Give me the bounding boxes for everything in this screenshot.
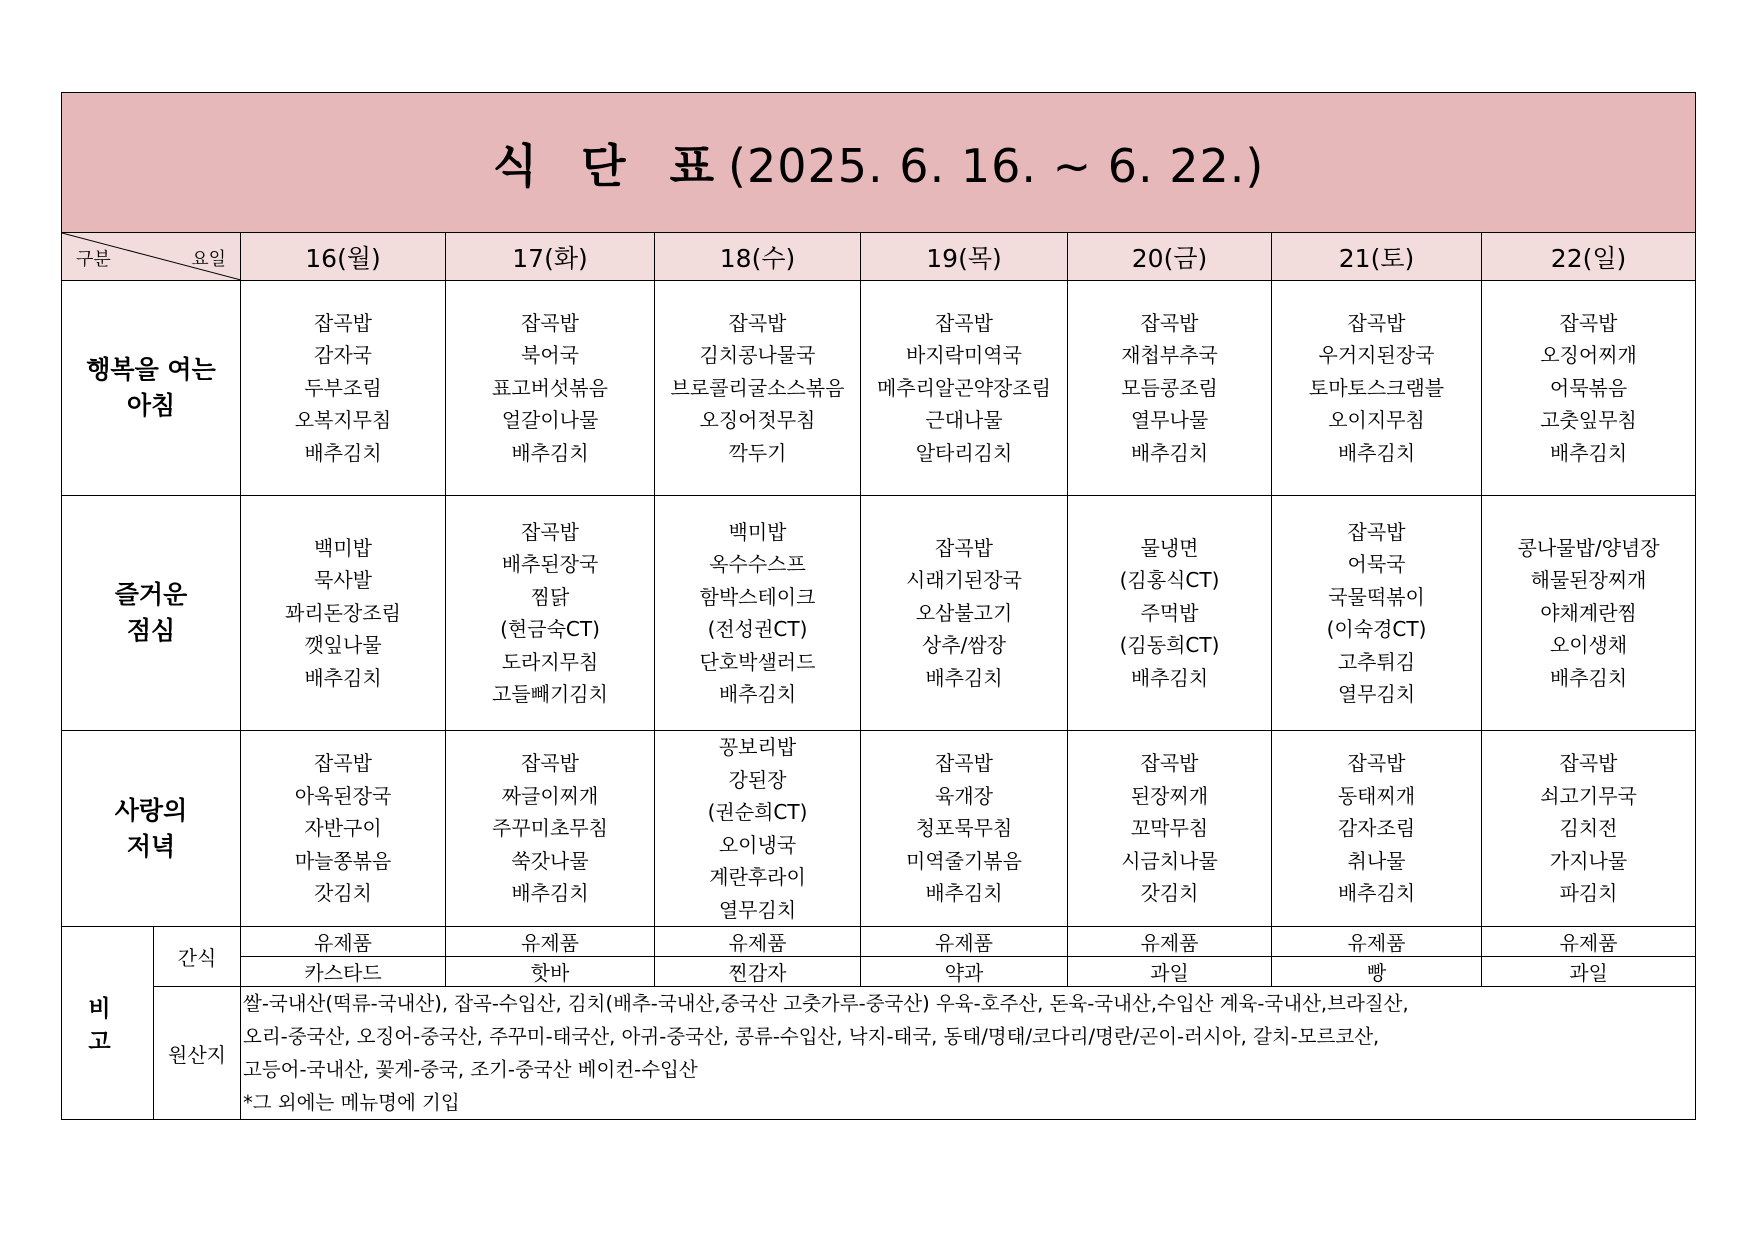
origin-row (62, 987, 1696, 1120)
menu-item: 오징어찌개 (1540, 343, 1637, 368)
menu-item: 아욱된장국 (294, 783, 392, 808)
menu-item: 근대나물 (925, 408, 1003, 433)
menu-item: 짜글이찌개 (501, 783, 599, 808)
menu-item: 잡곡밥 (521, 310, 579, 335)
menu-item: 잡곡밥 (1347, 310, 1406, 335)
dinner-row (62, 731, 1696, 927)
menu-item: 오이생채 (1549, 633, 1628, 658)
menu-item: 동태찌개 (1337, 783, 1416, 808)
menu-cell (861, 496, 1068, 731)
menu-item: 배추김치 (925, 665, 1003, 690)
menu-item: 백미밥 (728, 519, 787, 544)
snack-cell: 핫바 (446, 957, 655, 987)
meal-label (62, 281, 241, 496)
menu-item: 쑥갓나물 (511, 848, 589, 873)
menu-item: 고추튀김 (1337, 649, 1416, 674)
menu-item: (이숙경CT) (1326, 617, 1427, 641)
day-header: 22(일) (1482, 233, 1696, 281)
menu-item: 꼬막무침 (1130, 816, 1209, 841)
snack-label: 간식 (154, 927, 241, 987)
breakfast-row (62, 281, 1696, 496)
menu-cell (1272, 496, 1482, 731)
snack-cell: 유제품 (1272, 927, 1482, 957)
menu-item: 마늘쫑볶음 (294, 848, 392, 873)
menu-item: 잡곡밥 (521, 519, 579, 544)
menu-cell (1272, 731, 1482, 927)
menu-item: 시금치나물 (1121, 848, 1218, 873)
menu-item: 찜닭 (530, 584, 570, 609)
menu-item: 배추김치 (925, 881, 1003, 906)
menu-cell (1482, 281, 1696, 496)
menu-item: 백미밥 (314, 535, 372, 560)
origin-text (241, 987, 1696, 1120)
menu-item: (김동희CT) (1119, 633, 1220, 658)
day-header: 18(수) (655, 233, 861, 281)
snack-cell: 유제품 (1068, 927, 1272, 957)
menu-item: 배추김치 (1130, 440, 1209, 465)
menu-item: 잡곡밥 (935, 310, 993, 335)
menu-item: 배추김치 (1130, 665, 1209, 690)
snack-cell: 카스타드 (241, 957, 446, 987)
menu-item: 고들빼기김치 (492, 682, 608, 706)
menu-item: 표고버섯볶음 (492, 375, 608, 400)
menu-item: 주꾸미초무침 (492, 816, 608, 841)
menu-item: 파김치 (1559, 881, 1618, 906)
menu-cell (446, 281, 655, 496)
menu-item: 상추/쌈장 (921, 633, 1007, 658)
menu-item: 감자조림 (1337, 816, 1416, 841)
origin-label: 원산지 (154, 987, 241, 1120)
menu-item: 국물떡볶이 (1328, 584, 1425, 609)
menu-item: 잡곡밥 (1559, 751, 1618, 776)
menu-item: 잡곡밥 (1140, 751, 1199, 776)
menu-item: 잡곡밥 (1347, 751, 1406, 776)
snack-row-1 (62, 927, 1696, 957)
menu-cell (241, 281, 446, 496)
menu-table-frame (61, 92, 1695, 1118)
meal-label-line: 행복을 여는 (86, 355, 216, 384)
menu-item: 야채계란찜 (1540, 600, 1637, 625)
meal-label-line: 아침 (126, 391, 176, 420)
snack-row-2 (62, 957, 1696, 987)
menu-cell (861, 731, 1068, 927)
menu-item: 잡곡밥 (728, 310, 787, 335)
snack-cell: 유제품 (1482, 927, 1696, 957)
menu-item: 갓김치 (1140, 881, 1199, 906)
menu-item: 배추김치 (511, 881, 589, 906)
menu-item: 알타리김치 (915, 440, 1013, 465)
snack-cell: 유제품 (861, 927, 1068, 957)
snack-cell: 찐감자 (655, 957, 861, 987)
menu-item: 김치콩나물국 (699, 343, 816, 368)
meal-label (62, 731, 241, 927)
day-header-row (62, 233, 1696, 281)
menu-item: 함박스테이크 (699, 584, 816, 609)
snack-cell: 유제품 (241, 927, 446, 957)
menu-item: (권순희CT) (707, 800, 808, 824)
menu-item: 북어국 (521, 343, 579, 368)
menu-item: 묵사발 (314, 568, 372, 593)
menu-item: 감자국 (314, 343, 372, 368)
menu-item: 배추김치 (1549, 665, 1628, 690)
day-header: 16(월) (241, 233, 446, 281)
menu-item: 배추김치 (718, 682, 797, 706)
weekly-menu-table (61, 92, 1696, 1120)
menu-item: 두부조림 (304, 375, 382, 400)
menu-item: 열무김치 (1337, 682, 1416, 706)
menu-item: 잡곡밥 (314, 751, 372, 776)
menu-cell (861, 281, 1068, 496)
menu-item: 쇠고기무국 (1540, 783, 1637, 808)
meal-label-line: 사랑의 (114, 795, 188, 825)
menu-item: 도라지무침 (501, 649, 599, 674)
menu-item: 배추김치 (304, 440, 382, 465)
menu-item: 물냉면 (1140, 535, 1199, 560)
corner-header (62, 233, 241, 281)
menu-cell (1482, 496, 1696, 731)
menu-item: 옥수수스프 (709, 552, 806, 576)
menu-item: 어묵볶음 (1549, 375, 1628, 400)
menu-item: 오삼불고기 (915, 600, 1013, 625)
menu-cell (1272, 281, 1482, 496)
menu-item: 고춧잎무침 (1540, 408, 1637, 433)
menu-item: 배추김치 (1337, 440, 1416, 465)
menu-item: 브로콜리굴소스볶음 (670, 375, 845, 400)
menu-item: 깍두기 (728, 440, 787, 465)
menu-item: 꽁보리밥 (718, 735, 797, 759)
snack-cell: 과일 (1482, 957, 1696, 987)
menu-item: 김치전 (1559, 816, 1618, 841)
corner-label-day: 요일 (191, 249, 226, 270)
snack-cell: 유제품 (655, 927, 861, 957)
menu-item: 된장찌개 (1130, 783, 1209, 808)
menu-cell (446, 731, 655, 927)
day-header: 20(금) (1068, 233, 1272, 281)
menu-cell (1482, 731, 1696, 927)
menu-item: (전성권CT) (707, 617, 808, 641)
menu-item: 오징어젓무침 (699, 408, 816, 433)
menu-item: 잡곡밥 (314, 310, 372, 335)
menu-item: 배추김치 (511, 440, 589, 465)
menu-item: 얼갈이나물 (501, 408, 599, 433)
menu-item: 단호박샐러드 (699, 649, 816, 674)
origin-line: 고등어-국내산, 꽃게-중국, 조기-중국산 베이컨-수입산 (243, 1058, 698, 1081)
menu-item: 미역줄기볶음 (906, 848, 1022, 873)
menu-item: 배추된장국 (501, 552, 599, 576)
snack-cell: 과일 (1068, 957, 1272, 987)
menu-item: 잡곡밥 (935, 535, 993, 560)
meal-label-line: 점심 (126, 616, 176, 645)
menu-item: 오이냉국 (718, 832, 797, 857)
menu-item: 육개장 (935, 783, 993, 808)
menu-item: 해물된장찌개 (1530, 568, 1647, 593)
menu-item: 주먹밥 (1140, 600, 1199, 625)
menu-item: 콩나물밥/양념장 (1517, 535, 1660, 560)
meal-label (62, 496, 241, 731)
menu-cell (1068, 731, 1272, 927)
menu-item: 잡곡밥 (1347, 519, 1406, 544)
snack-cell: 빵 (1272, 957, 1482, 987)
menu-item: (김홍식CT) (1119, 568, 1220, 593)
menu-item: 재첩부추국 (1121, 343, 1218, 368)
menu-item: 어묵국 (1347, 552, 1406, 576)
menu-item: 잡곡밥 (521, 751, 579, 776)
corner-label-category: 구분 (76, 249, 111, 270)
notes-label: 비 고 (62, 927, 154, 1120)
day-header: 21(토) (1272, 233, 1482, 281)
menu-item: 계란후라이 (709, 865, 806, 889)
snack-cell: 약과 (861, 957, 1068, 987)
menu-item: 바지락미역국 (906, 343, 1022, 368)
menu-item: 시래기된장국 (906, 568, 1022, 593)
menu-item: 배추김치 (1549, 440, 1628, 465)
day-header: 19(목) (861, 233, 1068, 281)
title-main: 식 단 표 (492, 138, 729, 193)
menu-item: 배추김치 (304, 665, 382, 690)
origin-line: *그 외에는 메뉴명에 기입 (243, 1091, 460, 1114)
meal-label-line: 즐거운 (114, 580, 188, 609)
menu-item: 자반구이 (304, 816, 382, 841)
menu-item: 메추리알곤약장조림 (877, 375, 1051, 400)
menu-item: 가지나물 (1549, 848, 1628, 873)
menu-item: 열무나물 (1130, 408, 1209, 433)
menu-item: 갓김치 (314, 881, 372, 906)
page-title (62, 93, 1696, 233)
menu-cell (655, 496, 861, 731)
menu-cell (655, 281, 861, 496)
menu-item: 오복지무침 (294, 408, 392, 433)
menu-item: 토마토스크램블 (1308, 375, 1445, 400)
menu-item: 잡곡밥 (1140, 310, 1199, 335)
menu-cell (1068, 496, 1272, 731)
menu-item: 강된장 (728, 767, 787, 792)
menu-item: 청포묵무침 (915, 816, 1013, 841)
menu-item: 잡곡밥 (1559, 310, 1618, 335)
origin-line: 쌀-국내산(떡류-국내산), 잡곡-수입산, 김치(배추-국내산,중국산 고춧가루-중국산) 우육-호주산, 돈육-국내산,수입산 계육-국내산,브라질산, (243, 992, 1409, 1015)
menu-item: 배추김치 (1337, 881, 1416, 906)
snack-cell: 유제품 (446, 927, 655, 957)
menu-item: 열무김치 (718, 897, 797, 922)
menu-cell (241, 496, 446, 731)
day-header: 17(화) (446, 233, 655, 281)
menu-cell (241, 731, 446, 927)
lunch-row (62, 496, 1696, 731)
menu-cell (1068, 281, 1272, 496)
menu-item: 깻잎나물 (304, 633, 382, 658)
menu-item: 취나물 (1347, 848, 1406, 873)
meal-label-line: 저녁 (126, 831, 176, 861)
menu-item: 오이지무침 (1328, 408, 1425, 433)
menu-item: 우거지된장국 (1318, 343, 1435, 368)
menu-item: 잡곡밥 (935, 751, 993, 776)
menu-cell (655, 731, 861, 927)
menu-item: (현금숙CT) (500, 617, 600, 641)
menu-item: 모듬콩조림 (1121, 375, 1218, 400)
menu-item: 꽈리돈장조림 (285, 600, 401, 625)
origin-line: 오리-중국산, 오징어-중국산, 주꾸미-태국산, 아귀-중국산, 콩류-수입산, 낙지-태국, 동태/명태/코다리/명란/곤이-러시아, 갈치-모르코산, (243, 1025, 1380, 1048)
title-dates: (2025. 6. 16. ~ 6. 22.) (728, 138, 1265, 193)
menu-cell (446, 496, 655, 731)
